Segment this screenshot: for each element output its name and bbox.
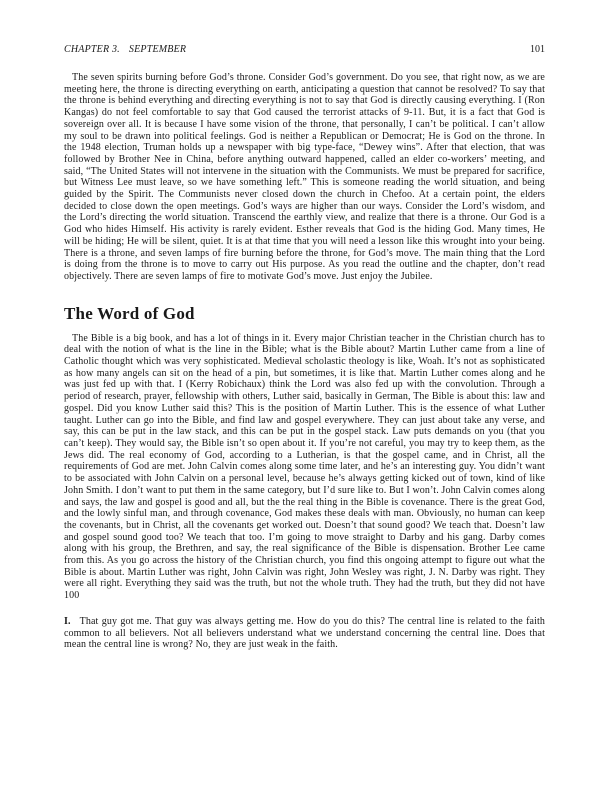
running-head [64, 44, 186, 55]
paragraph-word-of-god: The Bible is a big book, and has a lot of things in it. Every major Christian teacher in the Christian church has to deal with the notion of what is the line in the Bible; what is the Bible about? Martin Luther came from a line of Catholic thought which was very sophisticated. Medieval scholastic theology is like, Woah. It’s not as sophisticated as how many angels can sit on the head of a pin, but sometimes, it is like that. Martin Luther comes along and he was just fed up with that. I (Kerry Robichaux) think the Lord was also fed up with the convolution. Through a period of research, prayer, fellowship with others, Luther said, basically in German, The Bible is about this: law and gospel. Did you know Luther said this? This is the position of Martin Luther. This is the essence of what Luther taught. Luther can go into the Bible, and find law and gospel everywhere. They can just about take any verse, and say, this can be put in the law stack, and this can be put in the gospel stack. Law puts demands on you (that you can’t keep). They would say, the Bible isn’t so open about it. If you’re not careful, you may try to keep them, as the Jews did. The real economy of God, according to a Lutherian, is that the gospel came, and in Christ, all the requirements of God are met. John Calvin comes along some time later, and he’s an interesting guy. You didn’t want to be associated with John Calvin on a personal level, because he’s always getting kicked out of town, kind of like John Smith. I don’t want to put them in the same category, but I’d sure like to. But I won’t. John Calvin comes along and says, the law and gospel is good and all, but the the real thing in the Bible is covenance. There is the great God, and the lowly sinful man, and through covenance, God makes these deals with man. Obviously, no human can keep the covenants, but in Christ, all the covenants get worked out. Doesn’t that sound good? We teach that. Doesn’t law and gospel sound good too? We teach that too. I’m going to move straight to Darby and his gang. Darby comes along with his group, the Brethren, and say, the real significance of the Bible is dispensation. Brother Lee came from this. As you go across the history of the Christian church, you find this ongoing attempt to figure out what the Bible is about. Martin Luther was right, John Calvin was right, John Wesley was right, J. N. Darby was right. They were all right. Everything they said was the truth, but not the whole truth. They had the truth, but they did not have 100 [64, 332, 546, 602]
note-text: That guy got me. That guy was always getting me. How do you do this? The central line is related to the faith common to all believers. Not all believers understand what we understand concerning the central line. Does that mean the central line is wrong? No, they are just weak in the faith. [64, 615, 545, 651]
paragraph-note [64, 616, 545, 651]
note-label: I. [64, 615, 71, 627]
page-number: 101 [530, 44, 545, 55]
section-heading: The Word of God [64, 303, 195, 323]
running-header [64, 44, 545, 55]
chapter-label: CHAPTER 3. [64, 44, 120, 55]
chapter-title: SEPTEMBER [128, 44, 187, 55]
paragraph-seven-spirits: The seven spirits burning before God’s throne. Consider God’s government. Do you see, that right now, as we are meeting here, the throne is directing everything on earth, anticipating a question that cannot be resolved? To say that the throne is behind everything and directing everything is not to say that God is directly causing everything. I (Ron Kangas) do not feel comfortable to say that God caused the terrorist attacks of 9-11. But, it is a fact that God is sovereign over all. It is because I have some vision of the throne, that personally, I can’t be political. I can’t allow my soul to be drawn into political feelings. God is neither a Republican or Democrat; He is God on the throne. In the 1948 election, Truman holds up a newspaper with big type-face, “Dewey wins”. After that election, that was followed by Brother Nee in China, before anything outward happened, called an elder co-workers’ meeting, and said, “The United States will not intervene in the situation with the Communists. We must be prepared for sacrifice, but Witness Lee must leave, so we have something left.” This is someone reading the world situation, and being guided by the Spirit. The Communists never closed down the church in Chefoo. At a certain point, the elders decided to close down the open meetings. God’s ways are higher than our ways. Consider the Lord’s wisdom, and the Lord’s directing the world situation. Transcend the earthly view, and realize that there is a throne. Our God is a God who hides Himself. His activity is rarely evident. Esther reveals that God is the hiding God. Many times, He will be hiding; He will be silent, quiet. It is at that time that you will need a lesson like this wrought into your being. There is a throne, and seven lamps of fire burning before the throne, for God’s move. The main thing that the Lord is doing from the throne is to move to carry out His purpose. As you read the outline and the chapter, don’t read objectively. There are seven lamps of fire to motivate God’s move. Just enjoy the Jubilee. [64, 72, 545, 282]
